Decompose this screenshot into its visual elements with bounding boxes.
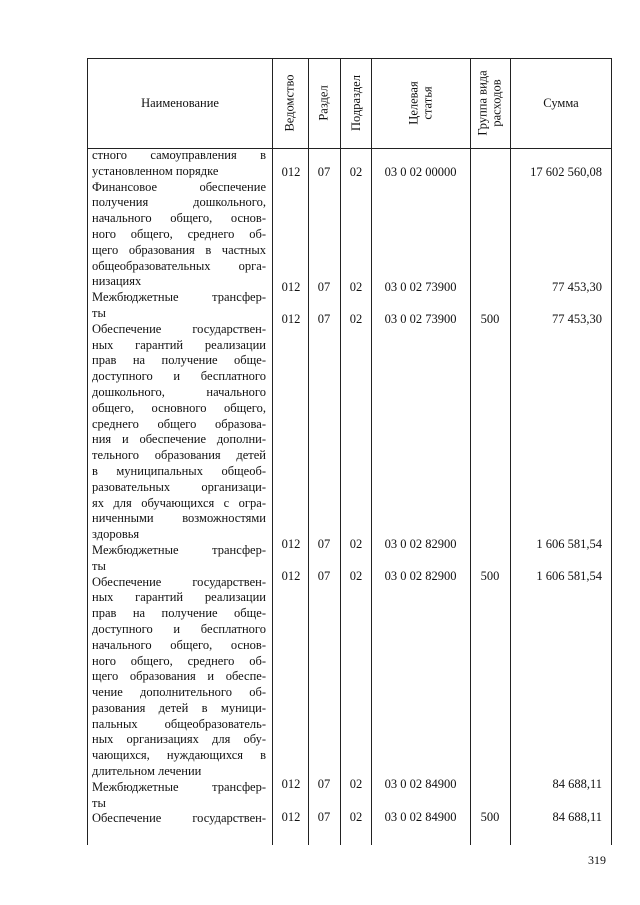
name-line: длительном лечении [92,764,202,779]
name-line: получения дошкольного, [92,195,266,210]
cell-celevaya: 03 0 02 84900 [384,777,457,791]
name-line: ных гарантий реализации [92,337,266,352]
cell-podrazdel: 02 [349,165,363,179]
table-right-border [611,58,612,845]
header-podrazdel [340,58,371,148]
name-line: чающихся, нуждающихся в [92,748,266,763]
name-line: Обеспечение государствен- [92,574,266,589]
cell-celevaya: 03 0 02 82900 [384,537,457,551]
cell-vedomstvo: 012 [281,312,301,326]
name-line: общего, основного общего, [92,400,266,415]
cell-podrazdel: 02 [349,569,363,583]
cell-razdel: 07 [317,569,331,583]
cell-podrazdel: 02 [349,280,363,294]
header-gruppa-line2: расходов [490,79,505,127]
cell-podrazdel: 02 [349,777,363,791]
name-line: прав на получение обще- [92,606,266,621]
name-line: начального общего, основ- [92,211,266,226]
name-line: здоровья [92,527,140,542]
name-line: ниченными возможностями [92,511,266,526]
page-number: 319 [588,853,606,867]
name-line: ного общего, среднего об- [92,653,266,668]
cell-gruppa: 500 [480,312,500,326]
name-line: среднего общего образова- [92,416,266,431]
name-line: установленном порядке [92,163,219,178]
header-gruppa-line1: Группа вида [476,70,491,136]
header-celevaya-line1: Целевая [406,81,421,125]
cell-podrazdel: 02 [349,312,363,326]
cell-vedomstvo: 012 [281,810,301,824]
header-name: Наименование [141,96,219,110]
cell-razdel: 07 [317,312,331,326]
col-divider-celevaya [470,58,471,845]
name-line: щего образования в частных [92,242,266,257]
cell-razdel: 07 [317,537,331,551]
header-vedomstvo [272,58,308,148]
name-line: разовательных организаци- [92,479,266,494]
cell-summa: 77 453,30 [552,312,602,326]
name-line: доступного и бесплатного [92,369,266,384]
name-line: Межбюджетные трансфер- [92,542,266,557]
cell-summa: 1 606 581,54 [536,569,602,583]
name-line: ях для обучающихся с огра- [92,495,266,510]
header-razdel [308,58,340,148]
cell-podrazdel: 02 [349,537,363,551]
name-line: начального общего, основ- [92,637,266,652]
header-vedomstvo-label: Ведомство [283,74,297,132]
cell-celevaya: 03 0 02 00000 [384,165,457,179]
header-razdel-label: Раздел [317,85,332,121]
name-line: общеобразовательных орга- [92,258,266,273]
name-line: разования детей в муници- [92,700,266,715]
name-line: ных гарантий реализации [92,590,266,605]
header-celevaya [371,58,470,148]
cell-vedomstvo: 012 [281,777,301,791]
cell-gruppa: 500 [480,569,500,583]
name-line: пальных общеобразователь- [92,716,266,731]
name-line: Межбюджетные трансфер- [92,290,266,305]
cell-razdel: 07 [317,810,331,824]
cell-vedomstvo: 012 [281,165,301,179]
header-celevaya-line2: статья [420,86,435,120]
name-line: ты [92,305,106,320]
cell-vedomstvo: 012 [281,280,301,294]
name-line: Финансовое обеспечение [92,179,266,194]
name-line: тельного образования детей [92,448,266,463]
col-divider-name [272,58,273,845]
header-gruppa [470,58,510,148]
cell-celevaya: 03 0 02 73900 [384,280,457,294]
cell-podrazdel: 02 [349,810,363,824]
cell-summa: 84 688,11 [552,777,602,791]
name-line: в муниципальных общеоб- [92,463,266,478]
cell-razdel: 07 [317,165,331,179]
name-line: Обеспечение государствен- [92,321,266,336]
name-line: ния и обеспечение дополни- [92,432,266,447]
name-line: Обеспечение государствен- [92,811,266,826]
cell-summa: 77 453,30 [552,280,602,294]
name-line: чение дополнительного об- [92,685,266,700]
cell-celevaya: 03 0 02 84900 [384,810,457,824]
cell-vedomstvo: 012 [281,569,301,583]
header-podrazdel-label: Подраздел [348,75,363,131]
header-summa: Сумма [543,96,579,110]
cell-summa: 17 602 560,08 [530,165,602,179]
cell-summa: 84 688,11 [552,810,602,824]
name-line: дошкольного, начального [92,384,266,399]
name-line: стного самоуправления в [92,148,266,162]
cell-celevaya: 03 0 02 82900 [384,569,457,583]
name-column-text [92,148,266,827]
name-line: ного общего, среднего об- [92,226,266,241]
name-line: ных организациях для обу- [92,732,266,747]
name-line: низациях [92,274,142,289]
col-divider-gruppa [510,58,511,845]
cell-razdel: 07 [317,280,331,294]
name-line: щего образования и обеспе- [92,669,266,684]
cell-celevaya: 03 0 02 73900 [384,312,457,326]
name-line: Межбюджетные трансфер- [92,779,266,794]
name-line: прав на получение обще- [92,353,266,368]
cell-vedomstvo: 012 [281,537,301,551]
table-left-border [87,58,88,845]
name-line: ты [92,795,106,810]
name-line: доступного и бесплатного [92,621,266,636]
cell-gruppa: 500 [480,810,500,824]
cell-summa: 1 606 581,54 [536,537,602,551]
name-line: ты [92,558,106,573]
cell-razdel: 07 [317,777,331,791]
